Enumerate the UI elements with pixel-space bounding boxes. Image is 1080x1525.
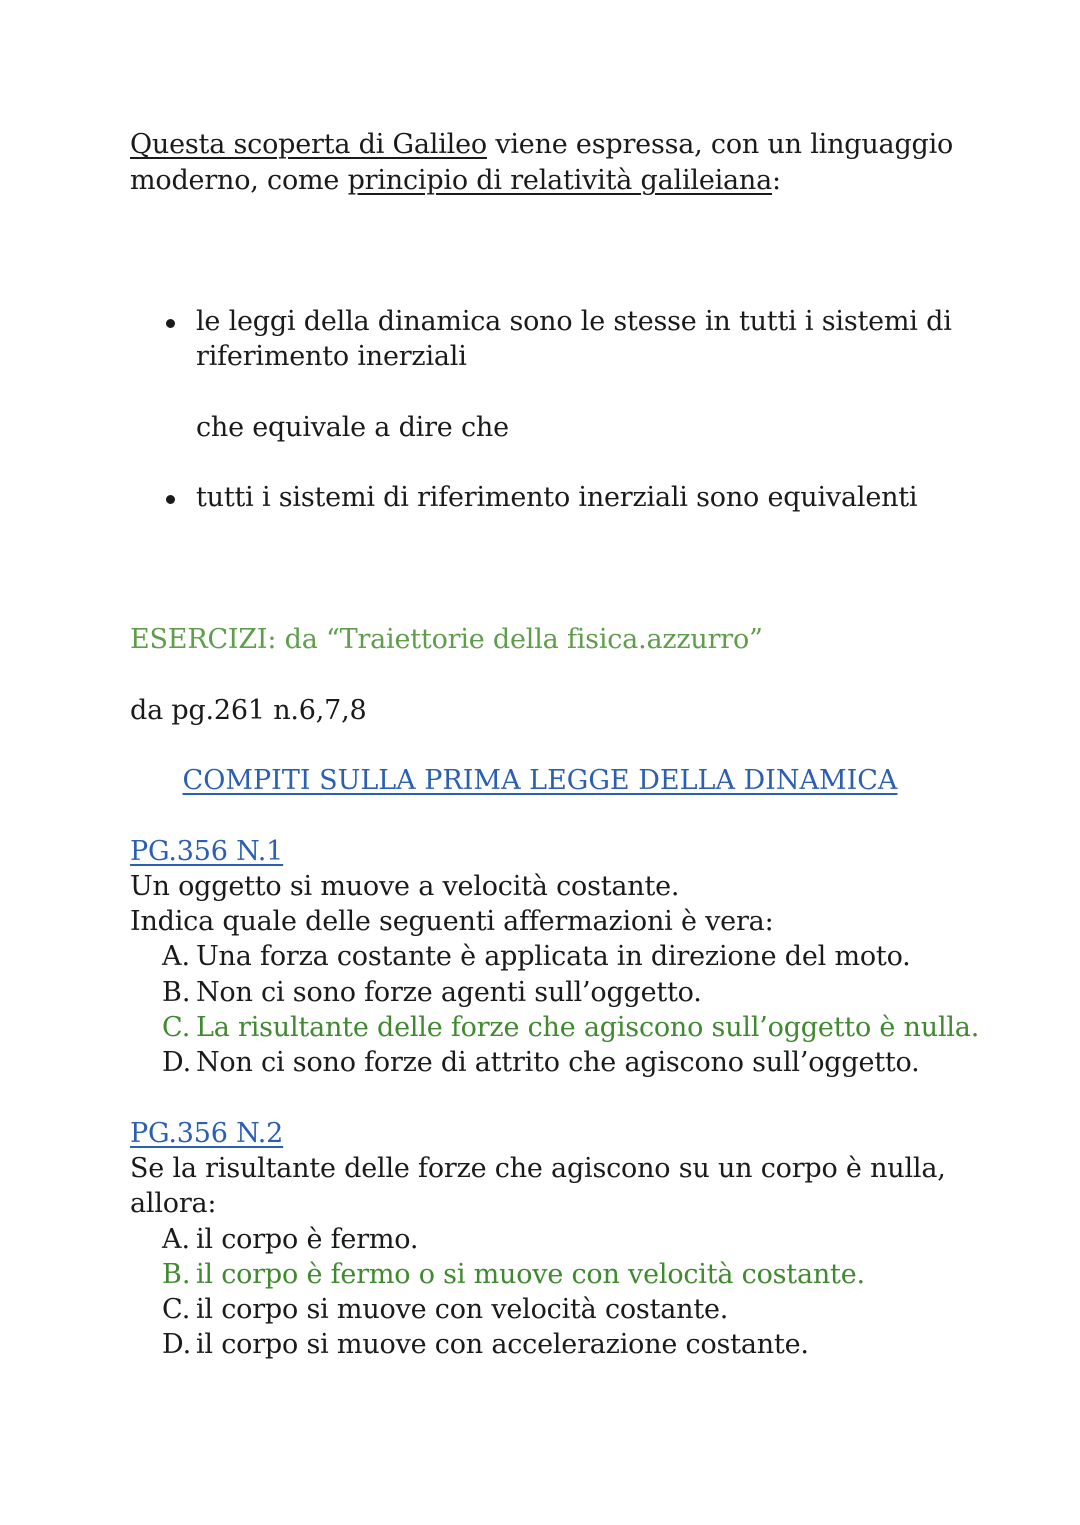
q2-option-b-letter: B. [162,1259,191,1290]
bullet-1-line-2: riferimento inerziali [196,341,467,372]
q1-option-b-text: Non ci sono forze agenti sull’oggetto. [196,977,702,1008]
q2-option-d-text: il corpo si muove con accelerazione costante. [196,1329,809,1360]
q1-line-2: Indica quale delle seguenti affermazioni è vera: [130,906,774,937]
exercises-pages: da pg.261 n.6,7,8 [130,695,367,726]
q2-line-1: Se la risultante delle forze che agiscono su un corpo è nulla, [130,1153,946,1184]
homework-title-link[interactable]: COMPITI SULLA PRIMA LEGGE DELLA DINAMICA [182,765,898,796]
bullet-middle-text: che equivale a dire che [196,412,509,443]
q2-line-2: allora: [130,1188,217,1219]
galilean-relativity-underlined: principio di relatività galileiana [347,165,773,196]
intro-line-1-rest: viene espressa, con un linguaggio [486,129,954,160]
q2-option-b-text-correct: il corpo è fermo o si muove con velocità costante. [196,1259,865,1290]
q2-option-a-text: il corpo è fermo. [196,1224,419,1255]
bullet-dot-1 [166,319,175,328]
q1-ref-wrap [130,834,283,869]
intro-line-1 [130,127,953,162]
q1-option-d-letter: D. [162,1047,192,1078]
q1-line-1: Un oggetto si muove a velocità costante. [130,871,680,902]
q2-option-a-letter: A. [162,1224,191,1255]
q1-option-c-letter: C. [162,1012,191,1043]
q1-option-a-letter: A. [162,941,191,972]
q1-option-d-text: Non ci sono forze di attrito che agiscono sull’oggetto. [196,1047,920,1078]
q1-option-b-letter: B. [162,977,191,1008]
q2-option-d-letter: D. [162,1329,192,1360]
q1-option-a-text: Una forza costante è applicata in direzione del moto. [196,941,911,972]
bullet-2-text: tutti i sistemi di riferimento inerziali sono equivalenti [196,482,918,513]
intro-line-2-end: : [772,165,781,196]
bullet-1-line-1: le leggi della dinamica sono le stesse in tutti i sistemi di [196,306,952,337]
q2-option-c-text: il corpo si muove con velocità costante. [196,1294,729,1325]
bullet-dot-2 [166,495,175,504]
intro-line-2-start: moderno, come [130,165,348,196]
exercises-heading: ESERCIZI: da “Traiettorie della fisica.azzurro” [130,624,763,655]
q2-ref-link[interactable]: PG.356 N.2 [130,1118,284,1149]
homework-title-wrap [0,763,1080,798]
galileo-discovery-underlined: Questa scoperta di Galileo [130,129,487,160]
q1-option-c-text-correct: La risultante delle forze che agiscono sull’oggetto è nulla. [196,1012,980,1043]
q1-ref-link[interactable]: PG.356 N.1 [130,836,284,867]
q2-ref-wrap [130,1116,283,1151]
intro-line-2 [130,163,781,198]
q2-option-c-letter: C. [162,1294,191,1325]
